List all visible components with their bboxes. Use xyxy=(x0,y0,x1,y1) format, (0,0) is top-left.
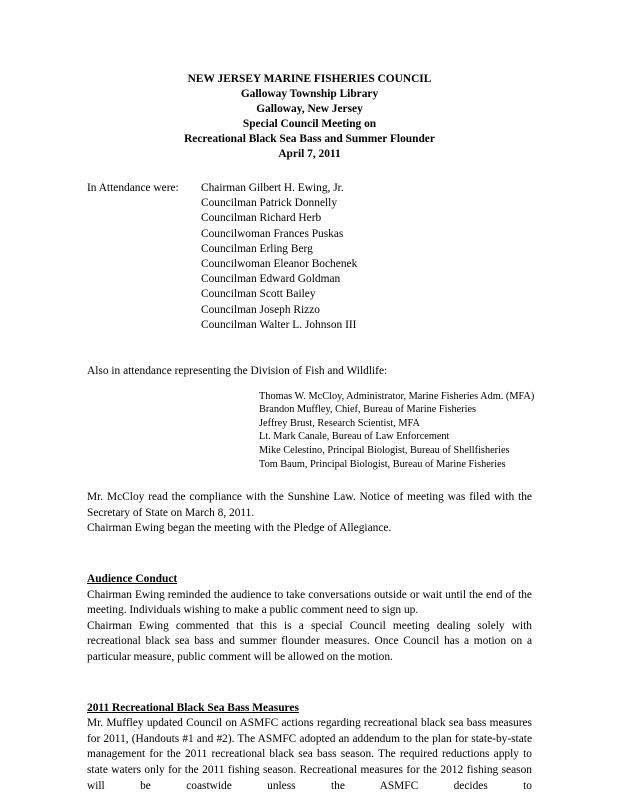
attendee: Councilman Erling Berg xyxy=(201,242,313,255)
staff-member: Jeffrey Brust, Research Scientist, MFA xyxy=(259,417,420,429)
meeting-type: Special Council Meeting on xyxy=(242,118,377,130)
meeting-location: Galloway, New Jersey xyxy=(256,103,363,115)
division-intro: Also in attendance representing the Division of Fish and Wildlife: xyxy=(87,365,388,378)
attendance-section xyxy=(87,181,532,333)
attendee: Councilwoman Eleanor Bochenek xyxy=(201,258,358,271)
pledge-paragraph: Chairman Ewing began the meeting with the Pledge of Allegiance. xyxy=(87,522,392,535)
staff-member: Lt. Mark Canale, Bureau of Law Enforcement xyxy=(259,431,450,443)
meeting-subject: Recreational Black Sea Bass and Summer Flounder xyxy=(184,133,435,145)
sunshine-law-paragraph: Mr. McCloy read the compliance with the Sunshine Law. Notice of meeting was filed with the Secretary of State on March 8, 2011. xyxy=(87,491,532,519)
attendee: Councilwoman Frances Puskas xyxy=(201,227,344,240)
document-header xyxy=(87,72,532,162)
staff-member: Tom Baum, Principal Biologist, Bureau of Marine Fisheries xyxy=(259,458,506,470)
attendee: Chairman Gilbert H. Ewing, Jr. xyxy=(201,182,344,194)
division-staff-list xyxy=(87,390,535,472)
sea-bass-paragraph: Mr. Muffley updated Council on ASMFC actions regarding recreational black sea bass measures for 2011, (Handouts #1 and #2). The ASMFC adopted an addendum to the plan for state-by-state management for the 2011 recreational black sea bass season. The required reductions apply to state waters only for the 2011 fishing season. Recreational measures for the 2012 fishing season will be coastwide unless the ASMFC decides to xyxy=(87,717,532,792)
audience-conduct-section xyxy=(87,572,532,666)
opening-section xyxy=(87,490,532,537)
section-heading: 2011 Recreational Black Sea Bass Measures xyxy=(87,701,299,714)
attendance-label: In Attendance were: xyxy=(87,182,179,194)
black-sea-bass-section xyxy=(87,701,532,795)
attendee: Councilman Walter L. Johnson III xyxy=(201,318,357,331)
meeting-venue: Galloway Township Library xyxy=(240,88,379,100)
council-name: NEW JERSEY MARINE FISHERIES COUNCIL xyxy=(187,73,432,85)
special-meeting-paragraph: Chairman Ewing commented that this is a special Council meeting dealing solely with recreational black sea bass and summer flounder measures. Once Council has a motion on a particular measure, public comment will be allowed on the motion. xyxy=(87,619,532,663)
attendee: Councilman Edward Goldman xyxy=(201,273,341,286)
meeting-date: April 7, 2011 xyxy=(278,148,341,160)
staff-member: Thomas W. McCloy, Administrator, Marine Fisheries Adm. (MFA) xyxy=(259,390,535,402)
audience-paragraph: Chairman Ewing reminded the audience to take conversations outside or wait until the end of the meeting. Individuals wishing to make a public comment need to sign up. xyxy=(87,588,532,617)
attendee: Councilman Joseph Rizzo xyxy=(201,303,320,316)
attendee: Councilman Scott Bailey xyxy=(201,288,316,301)
staff-member: Mike Celestino, Principal Biologist, Bureau of Shellfisheries xyxy=(259,445,510,456)
section-heading: Audience Conduct xyxy=(87,572,178,585)
attendee: Councilman Richard Herb xyxy=(201,212,322,225)
attendee: Councilman Patrick Donnelly xyxy=(201,197,338,210)
attendance-list xyxy=(201,181,357,333)
staff-member: Brandon Muffley, Chief, Bureau of Marine Fisheries xyxy=(259,404,477,416)
